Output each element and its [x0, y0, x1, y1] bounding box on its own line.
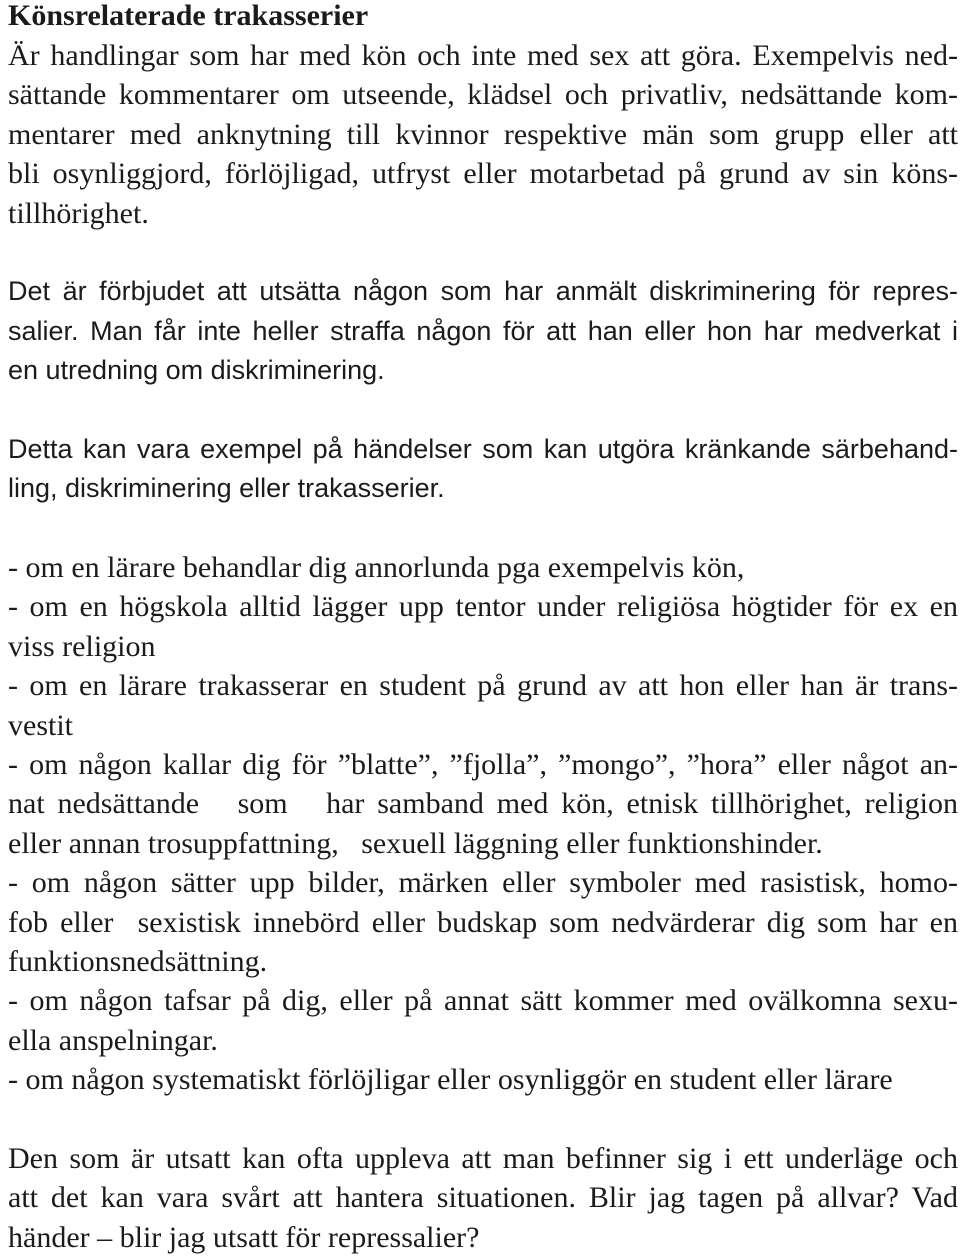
example-line: - om en lärare behandlar dig annorlunda pga exempelvis kön,	[8, 551, 745, 585]
definition-line: Är handlingar som har med kön och inte med sex att göra. Exempelvis ned-	[8, 39, 958, 72]
reprisals-paragraph	[8, 272, 958, 390]
paragraph-spacer	[8, 509, 958, 548]
example-line: - om någon sätter upp bilder, märken eller symboler med rasistisk, homo-	[8, 866, 958, 900]
definition-line: bli osynliggjord, förlöjligad, utfryst eller motarbetad på grund av sin köns-	[8, 157, 958, 191]
example-item	[8, 745, 958, 863]
closing-paragraph	[8, 1139, 958, 1257]
definition-paragraph	[8, 36, 958, 233]
examples-intro-line: Detta kan vara exempel på händelser som kan utgöra kränkande särbehand-	[8, 433, 958, 464]
reprisal-rule-line: salier. Man får inte heller straffa någon för att han eller hon har medverkat i	[8, 315, 958, 346]
example-line: - om någon systematiskt förlöjligar eller osynliggör en student eller lärare	[8, 1063, 893, 1097]
example-line: eller annan trosuppfattning, sexuell läggning eller funktionshinder.	[8, 826, 823, 860]
example-line: - om en lärare trakasserar en student på grund av att hon eller han är trans-	[8, 669, 958, 703]
paragraph-spacer	[8, 233, 958, 272]
paragraph-spacer	[8, 391, 958, 430]
definition-line: mentarer med anknytning till kvinnor respektive män som grupp eller att	[8, 117, 958, 151]
document-page	[8, 0, 958, 1257]
paragraph-spacer	[8, 1100, 958, 1139]
examples-list	[8, 548, 958, 1099]
example-item	[8, 863, 958, 981]
example-line: - om en högskola alltid lägger upp tentor under religiösa högtider för ex en	[8, 590, 958, 624]
examples-intro-line: ling, diskriminering eller trakasserier.	[8, 473, 445, 504]
closing-line: att det kan vara svårt att hantera situationen. Blir jag tagen på allvar? Vad	[8, 1181, 958, 1215]
example-line: - om någon kallar dig för ”blatte”, ”fjolla”, ”mongo”, ”hora” eller något an-	[8, 748, 958, 782]
example-item	[8, 666, 958, 745]
closing-line: händer – blir jag utsatt för repressalier?	[8, 1220, 480, 1254]
example-item	[8, 587, 958, 666]
example-item	[8, 548, 958, 587]
examples-intro-paragraph	[8, 430, 958, 509]
definition-line: sättande kommentarer om utseende, klädsel och privatliv, nedsättande kom-	[8, 78, 958, 112]
definition-line: tillhörighet.	[8, 196, 149, 230]
example-line: nat nedsättande som har samband med kön, etnisk tillhörighet, religion	[8, 787, 958, 821]
closing-line: Den som är utsatt kan ofta uppleva att man befinner sig i ett underläge och	[8, 1141, 958, 1175]
reprisal-rule-line: Det är förbjudet att utsätta någon som har anmält diskriminering för repres-	[8, 276, 958, 307]
example-line: ella anspelningar.	[8, 1023, 218, 1057]
example-line: - om någon tafsar på dig, eller på annat sätt kommer med ovälkomna sexu-	[8, 984, 958, 1018]
example-line: fob eller sexistisk innebörd eller budskap som nedvärderar dig som har en	[8, 905, 958, 939]
example-item	[8, 981, 958, 1060]
example-item	[8, 1060, 958, 1099]
example-line: funktionsnedsättning.	[8, 944, 268, 978]
page-title: Könsrelaterade trakasserier	[8, 0, 369, 32]
reprisal-rule-line: en utredning om diskriminering.	[8, 355, 385, 386]
example-line: vestit	[8, 708, 73, 742]
example-line: viss religion	[8, 629, 156, 663]
